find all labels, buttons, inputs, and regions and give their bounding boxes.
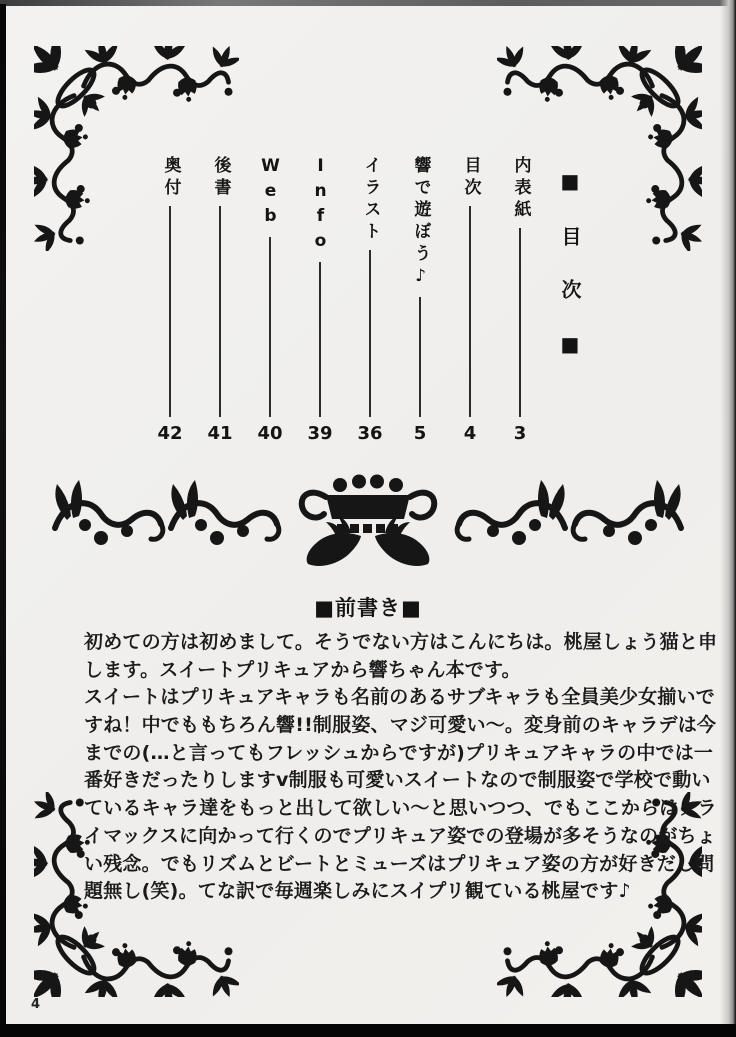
foreword-line: スイートはプリキュアキャラも名前のあるサブキャラも全員美少女揃いで — [84, 686, 715, 709]
toc-leader-line — [219, 206, 221, 417]
toc-entry-page: 4 — [463, 423, 477, 444]
table-of-contents — [157, 156, 583, 446]
toc-entry-label: イラスト — [360, 156, 381, 244]
page-number: 4 — [31, 997, 41, 1012]
toc-entry-afterword — [207, 156, 233, 446]
toc-entry-page: 40 — [257, 423, 283, 444]
toc-leader-line — [319, 262, 321, 417]
scan-edge-top — [0, 0, 736, 6]
foreword-line: ているキャラ達をもっと出して欲しい～と思いつつ、でもここからはクラ — [84, 797, 717, 820]
toc-entry-page: 42 — [157, 423, 183, 444]
toc-entry-label: 目次 — [460, 156, 481, 200]
foreword-paragraph — [84, 629, 718, 906]
foreword-heading: ■前書き■ — [314, 596, 422, 620]
toc-leader-line — [419, 297, 421, 417]
scan-edge-left — [0, 4, 6, 1037]
toc-entry-colophon — [157, 156, 183, 446]
toc-entry-page: 39 — [307, 423, 333, 444]
foreword-line: 番好きだったりしますv制服も可愛いスイートなので制服姿で学校で動い — [84, 769, 711, 792]
foreword-line: 初めての方は初めまして。そうでない方はこんにちは。桃屋しょう猫と申 — [84, 631, 718, 653]
foreword-line: します。スイートプリキュアから響ちゃん本です。 — [84, 658, 521, 681]
toc-entry-label: 後書 — [210, 156, 231, 200]
toc-entry-page: 5 — [413, 423, 427, 444]
toc-title-column — [557, 156, 583, 446]
toc-entry-illustration — [357, 156, 383, 446]
foreword-line: 題無し(笑)。てな訳で毎週楽しみにスイプリ観ている桃屋です♪ — [84, 880, 631, 903]
toc-entry-label: 内表紙 — [510, 156, 531, 222]
toc-entry-page: 36 — [357, 423, 383, 444]
toc-title: ■目次■ — [558, 169, 582, 389]
scan-edge-right — [720, 0, 736, 1037]
toc-entry-info — [307, 156, 333, 446]
foreword-line: までの(…と言ってもフレッシュからですが)プリキュアキャラの中では一 — [84, 741, 714, 764]
foreword-line: イマックスに向かって行くのでプリキュア姿での登場が多そうなのがちょ — [84, 824, 716, 847]
toc-entry-web — [257, 156, 283, 446]
toc-leader-line — [469, 206, 471, 417]
toc-entry-inner-cover — [507, 156, 533, 446]
toc-leader-line — [269, 237, 271, 417]
toc-leader-line — [369, 250, 371, 417]
toc-leader-line — [169, 206, 171, 417]
toc-entry-label: Web — [260, 156, 281, 231]
toc-entry-label: 響で遊ぼう♪ — [410, 156, 431, 291]
toc-entry-label: Info — [310, 156, 331, 256]
toc-entry-page: 3 — [513, 423, 527, 444]
foreword-line: すね！中でももちろん響!!制服姿、マジ可愛い～。変身前のキャラデは今 — [84, 714, 717, 737]
scan-edge-bottom — [0, 1024, 736, 1037]
toc-entry-label: 奥付 — [160, 156, 181, 200]
toc-entry-main-story — [407, 156, 433, 446]
toc-entry-page: 41 — [207, 423, 233, 444]
floral-divider-ornament — [43, 468, 693, 573]
toc-entry-contents — [457, 156, 483, 446]
foreword-line: い残念。でもリズムとビートとミューズはプリキュア姿の方が好きだし問 — [84, 852, 715, 875]
toc-leader-line — [519, 228, 521, 417]
